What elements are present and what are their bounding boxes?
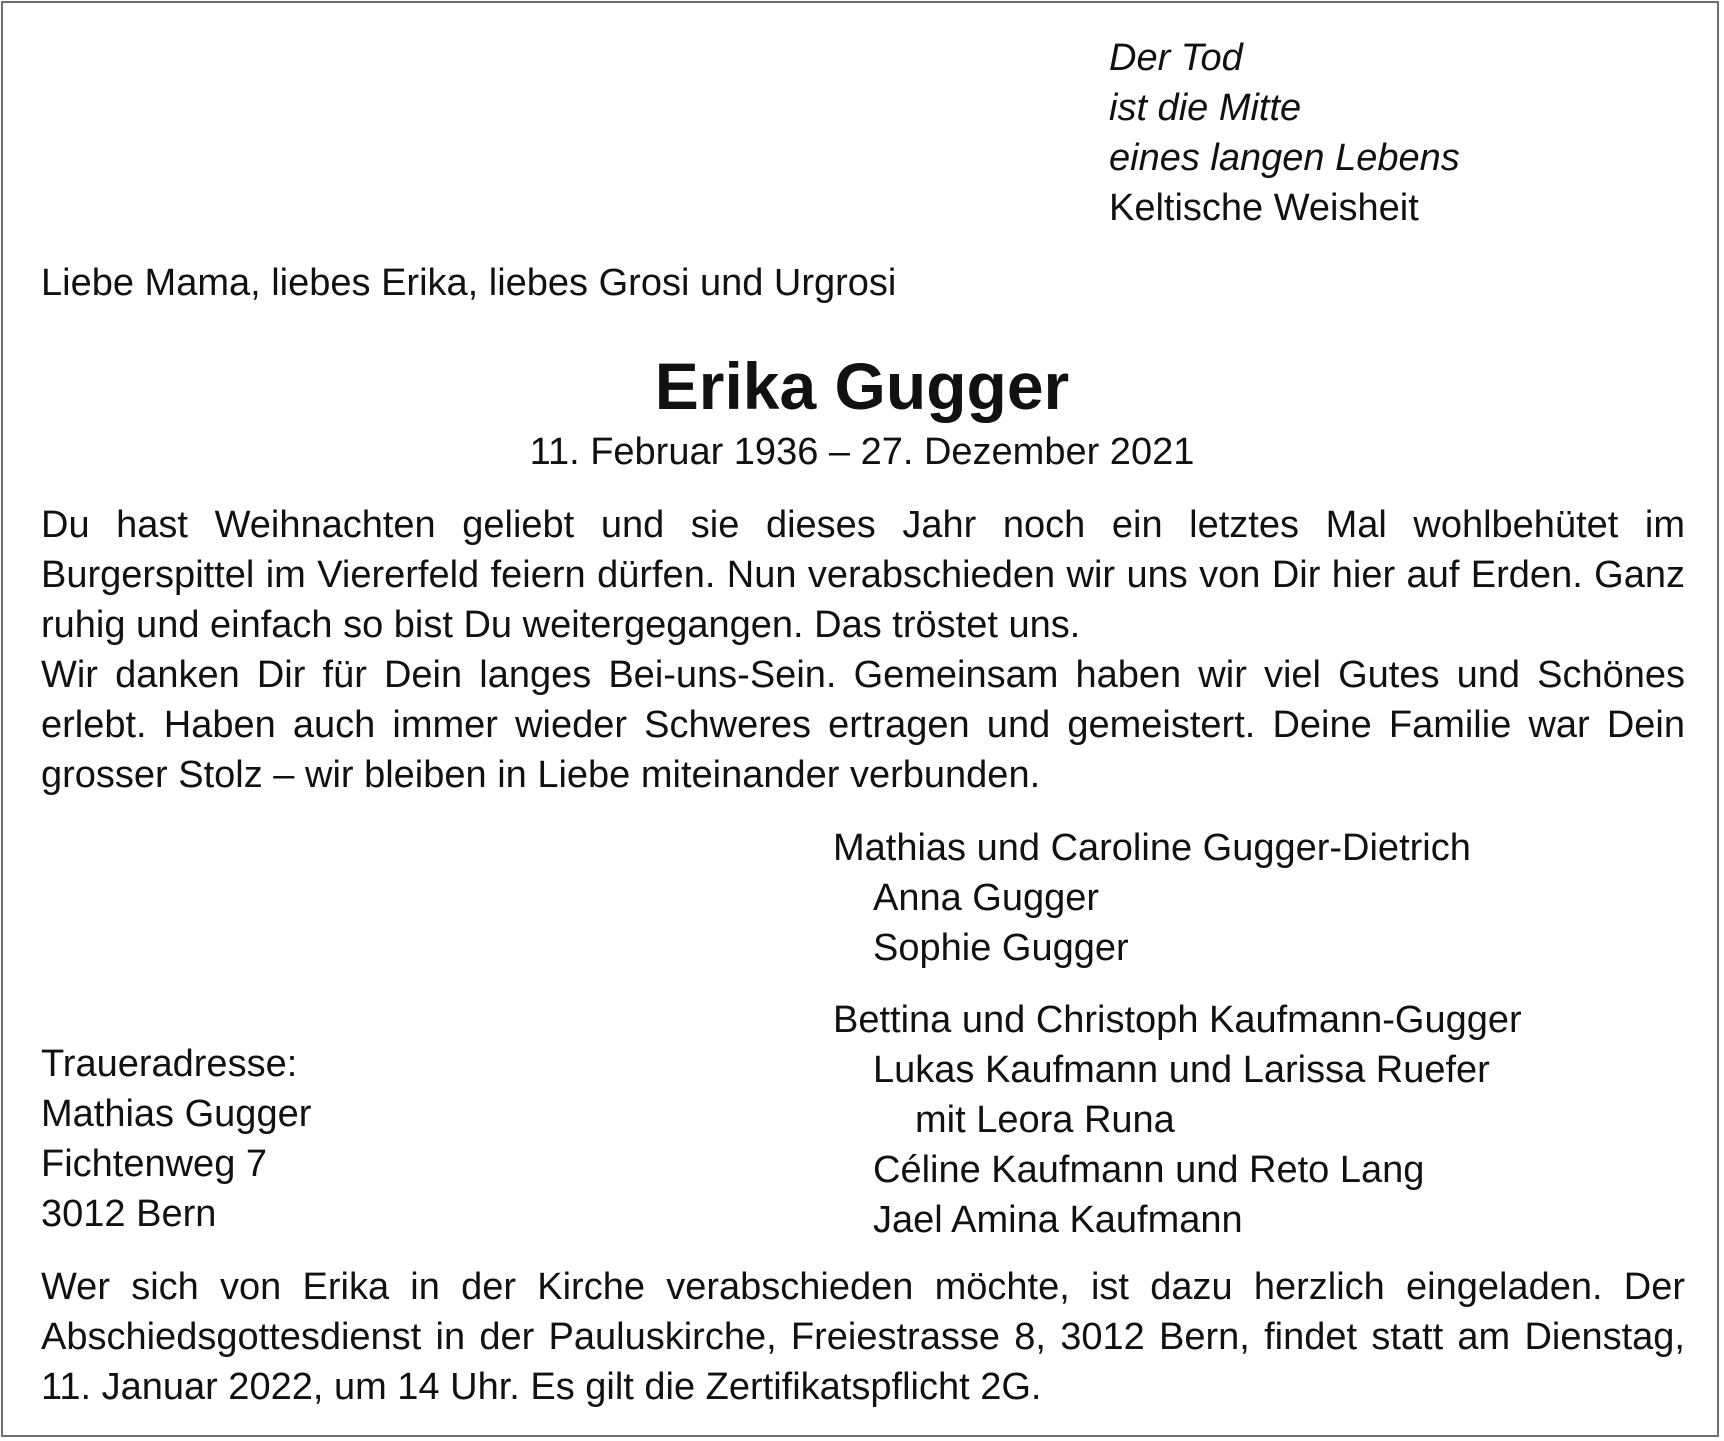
address-street: Fichtenweg 7	[41, 1143, 268, 1185]
mourning-address	[41, 1039, 311, 1239]
service-announcement: Wer sich von Erika in der Kirche verabschieden möchte, ist dazu herzlich eingeladen. Der Abschiedsgottesdienst in der Pauluskirche, Freiestrasse 8, 3012 Bern, findet statt am Dienstag, 11. Januar 2022, um 14 Uhr. Es gilt die Zertifikatspflicht 2G.	[41, 1266, 1685, 1408]
motto-quote	[1109, 33, 1460, 233]
family-group-2-parents: Bettina und Christoph Kaufmann-Gugger	[833, 999, 1522, 1041]
family-group-2-child-3: Jael Amina Kaufmann	[873, 1199, 1243, 1241]
family-group-2-grandchild: mit Leora Runa	[915, 1099, 1175, 1141]
family-list	[833, 823, 1522, 1245]
motto-line-2: ist die Mitte	[1109, 87, 1302, 129]
deceased-name: Erika Gugger	[654, 349, 1070, 423]
address-label: Traueradresse:	[41, 1043, 298, 1085]
greeting: Liebe Mama, liebes Erika, liebes Grosi und Urgrosi	[41, 262, 897, 304]
family-group-2-child-2: Céline Kaufmann und Reto Lang	[873, 1149, 1425, 1191]
family-group-1-child-2: Sophie Gugger	[873, 927, 1129, 969]
family-group-2-child-1: Lukas Kaufmann und Larissa Ruefer	[873, 1049, 1490, 1091]
address-name: Mathias Gugger	[41, 1093, 312, 1135]
family-spacer	[833, 973, 1522, 995]
address-city: 3012 Bern	[41, 1193, 217, 1235]
motto-source: Keltische Weisheit	[1109, 187, 1419, 229]
message-paragraph-2: Wir danken Dir für Dein langes Bei-uns-Sein. Gemeinsam haben wir viel Gutes und Schönes erlebt. Haben auch immer wieder Schweres ertragen und gemeistert. Deine Familie war Dein grosser Stolz – wir bleiben in Liebe miteinander verbunden.	[41, 654, 1685, 796]
message-paragraph-1: Du hast Weihnachten geliebt und sie dieses Jahr noch ein letztes Mal wohlbehütet im Burgerspittel im Viererfeld feiern dürfen. Nun verabschieden wir uns von Dir hier auf Erden. Ganz ruhig und einfach so bist Du weitergegangen. Das tröstet uns.	[41, 504, 1685, 646]
life-dates: 11. Februar 1936 – 27. Dezember 2021	[529, 431, 1195, 473]
family-group-1-parents: Mathias und Caroline Gugger-Dietrich	[833, 827, 1471, 869]
motto-line-1: Der Tod	[1109, 37, 1243, 79]
motto-line-3: eines langen Lebens	[1109, 137, 1460, 179]
family-group-1-child-1: Anna Gugger	[873, 877, 1100, 919]
